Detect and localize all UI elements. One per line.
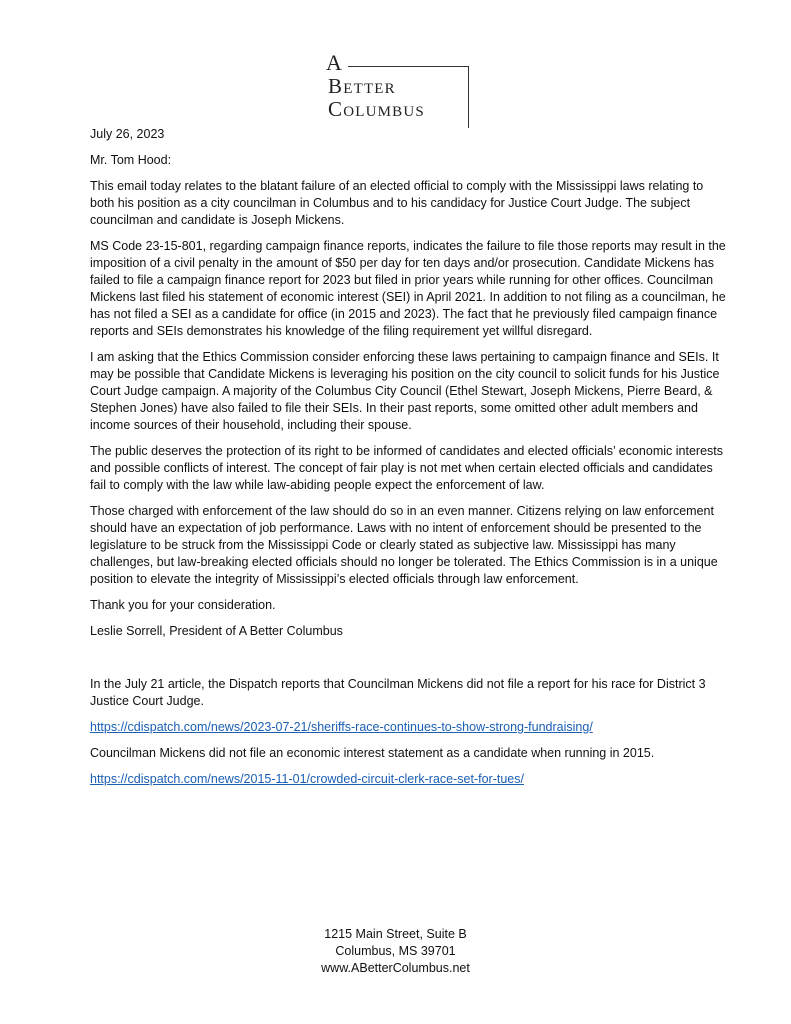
section-spacer (90, 649, 730, 676)
organization-logo (326, 52, 476, 128)
logo-line-2: BETTER (328, 74, 396, 98)
logo-side-rule (468, 66, 469, 128)
logo-line-1: A (326, 50, 343, 75)
note-paragraph: In the July 21 article, the Dispatch reports that Councilman Mickens did not file a report for his race for District 3 Justice Court Judge. (90, 677, 706, 708)
letter-paragraph: Those charged with enforcement of the law should do so in an even manner. Citizens relying on law enforcement should have an expectation of job performance. Laws with no intent of enforcement should be presented to the legislature to be struck from the Mississippi Code or clearly stated as subjective law. Mississippi has many challenges, but law-breaking elected officials should no longer be tolerated. The Ethics Commission is in a unique position to elevate the integrity of Mississippi’s elected officials through law enforcement. (90, 504, 718, 586)
letter-paragraph: This email today relates to the blatant failure of an elected official to comply with the Mississippi laws relating to both his position as a city councilman in Columbus and to his candidacy for Justice Court Judge. The subject councilman and candidate is Joseph Mickens. (90, 179, 704, 227)
article-link-2023[interactable] (90, 719, 730, 736)
letter-footer (0, 926, 791, 977)
note-paragraph: Councilman Mickens did not file an economic interest statement as a candidate when running in 2015. (90, 746, 655, 760)
letter-date: July 26, 2023 (90, 127, 165, 141)
article-link-2015[interactable] (90, 771, 730, 788)
logo-top-rule (348, 66, 468, 67)
letter-salutation: Mr. Tom Hood: (90, 153, 172, 167)
letter-paragraph: The public deserves the protection of its right to be informed of candidates and elected officials’ economic interests and possible conflicts of interest. The concept of fair play is not met when certain elected officials and candidates fail to comply with the law while law-abiding people expect the enforcement of law. (90, 444, 723, 492)
letter-body (90, 126, 730, 797)
letter-closing: Thank you for your consideration. (90, 598, 276, 612)
article-link-2015-anchor[interactable]: https://cdispatch.com/news/2015-11-01/crowded-circuit-clerk-race-set-for-tues/ (90, 772, 524, 786)
footer-website: www.ABetterColumbus.net (321, 961, 470, 975)
article-link-2023-anchor[interactable]: https://cdispatch.com/news/2023-07-21/sheriffs-race-continues-to-show-strong-fundraising/ (90, 720, 593, 734)
letter-paragraph: I am asking that the Ethics Commission consider enforcing these laws pertaining to campaign finance and SEIs. It may be possible that Candidate Mickens is leveraging his position on the city council to solicit funds for his Justice Court Judge campaign. A majority of the Columbus City Council (Ethel Stewart, Joseph Mickens, Pierre Beard, & Stephen Jones) have also failed to file their SEIs. In their past reports, some omitted other adult members and income sources of their household, including their spouse. (90, 350, 720, 432)
logo-line-3: COLUMBUS (328, 97, 425, 121)
letter-paragraph: MS Code 23-15-801, regarding campaign finance reports, indicates the failure to file those reports may result in the imposition of a civil penalty in the amount of $50 per day for ten days and/or prosecution. Candidate Mickens has failed to file a campaign finance report for 2023 but filed in prior years while running for other offices. Councilman Mickens last filed his statement of economic interest (SEI) in April 2021. In addition to not filing as a councilman, he has not filed a SEI as a candidate for office (in 2015 and 2023). The fact that he previously filed campaign finance reports and SEIs demonstrates his knowledge of the filing requirement yet willful disregard. (90, 239, 726, 338)
letter-signature: Leslie Sorrell, President of A Better Columbus (90, 624, 343, 638)
footer-address-line-1: 1215 Main Street, Suite B (324, 927, 467, 941)
footer-address-line-2: Columbus, MS 39701 (335, 944, 456, 958)
